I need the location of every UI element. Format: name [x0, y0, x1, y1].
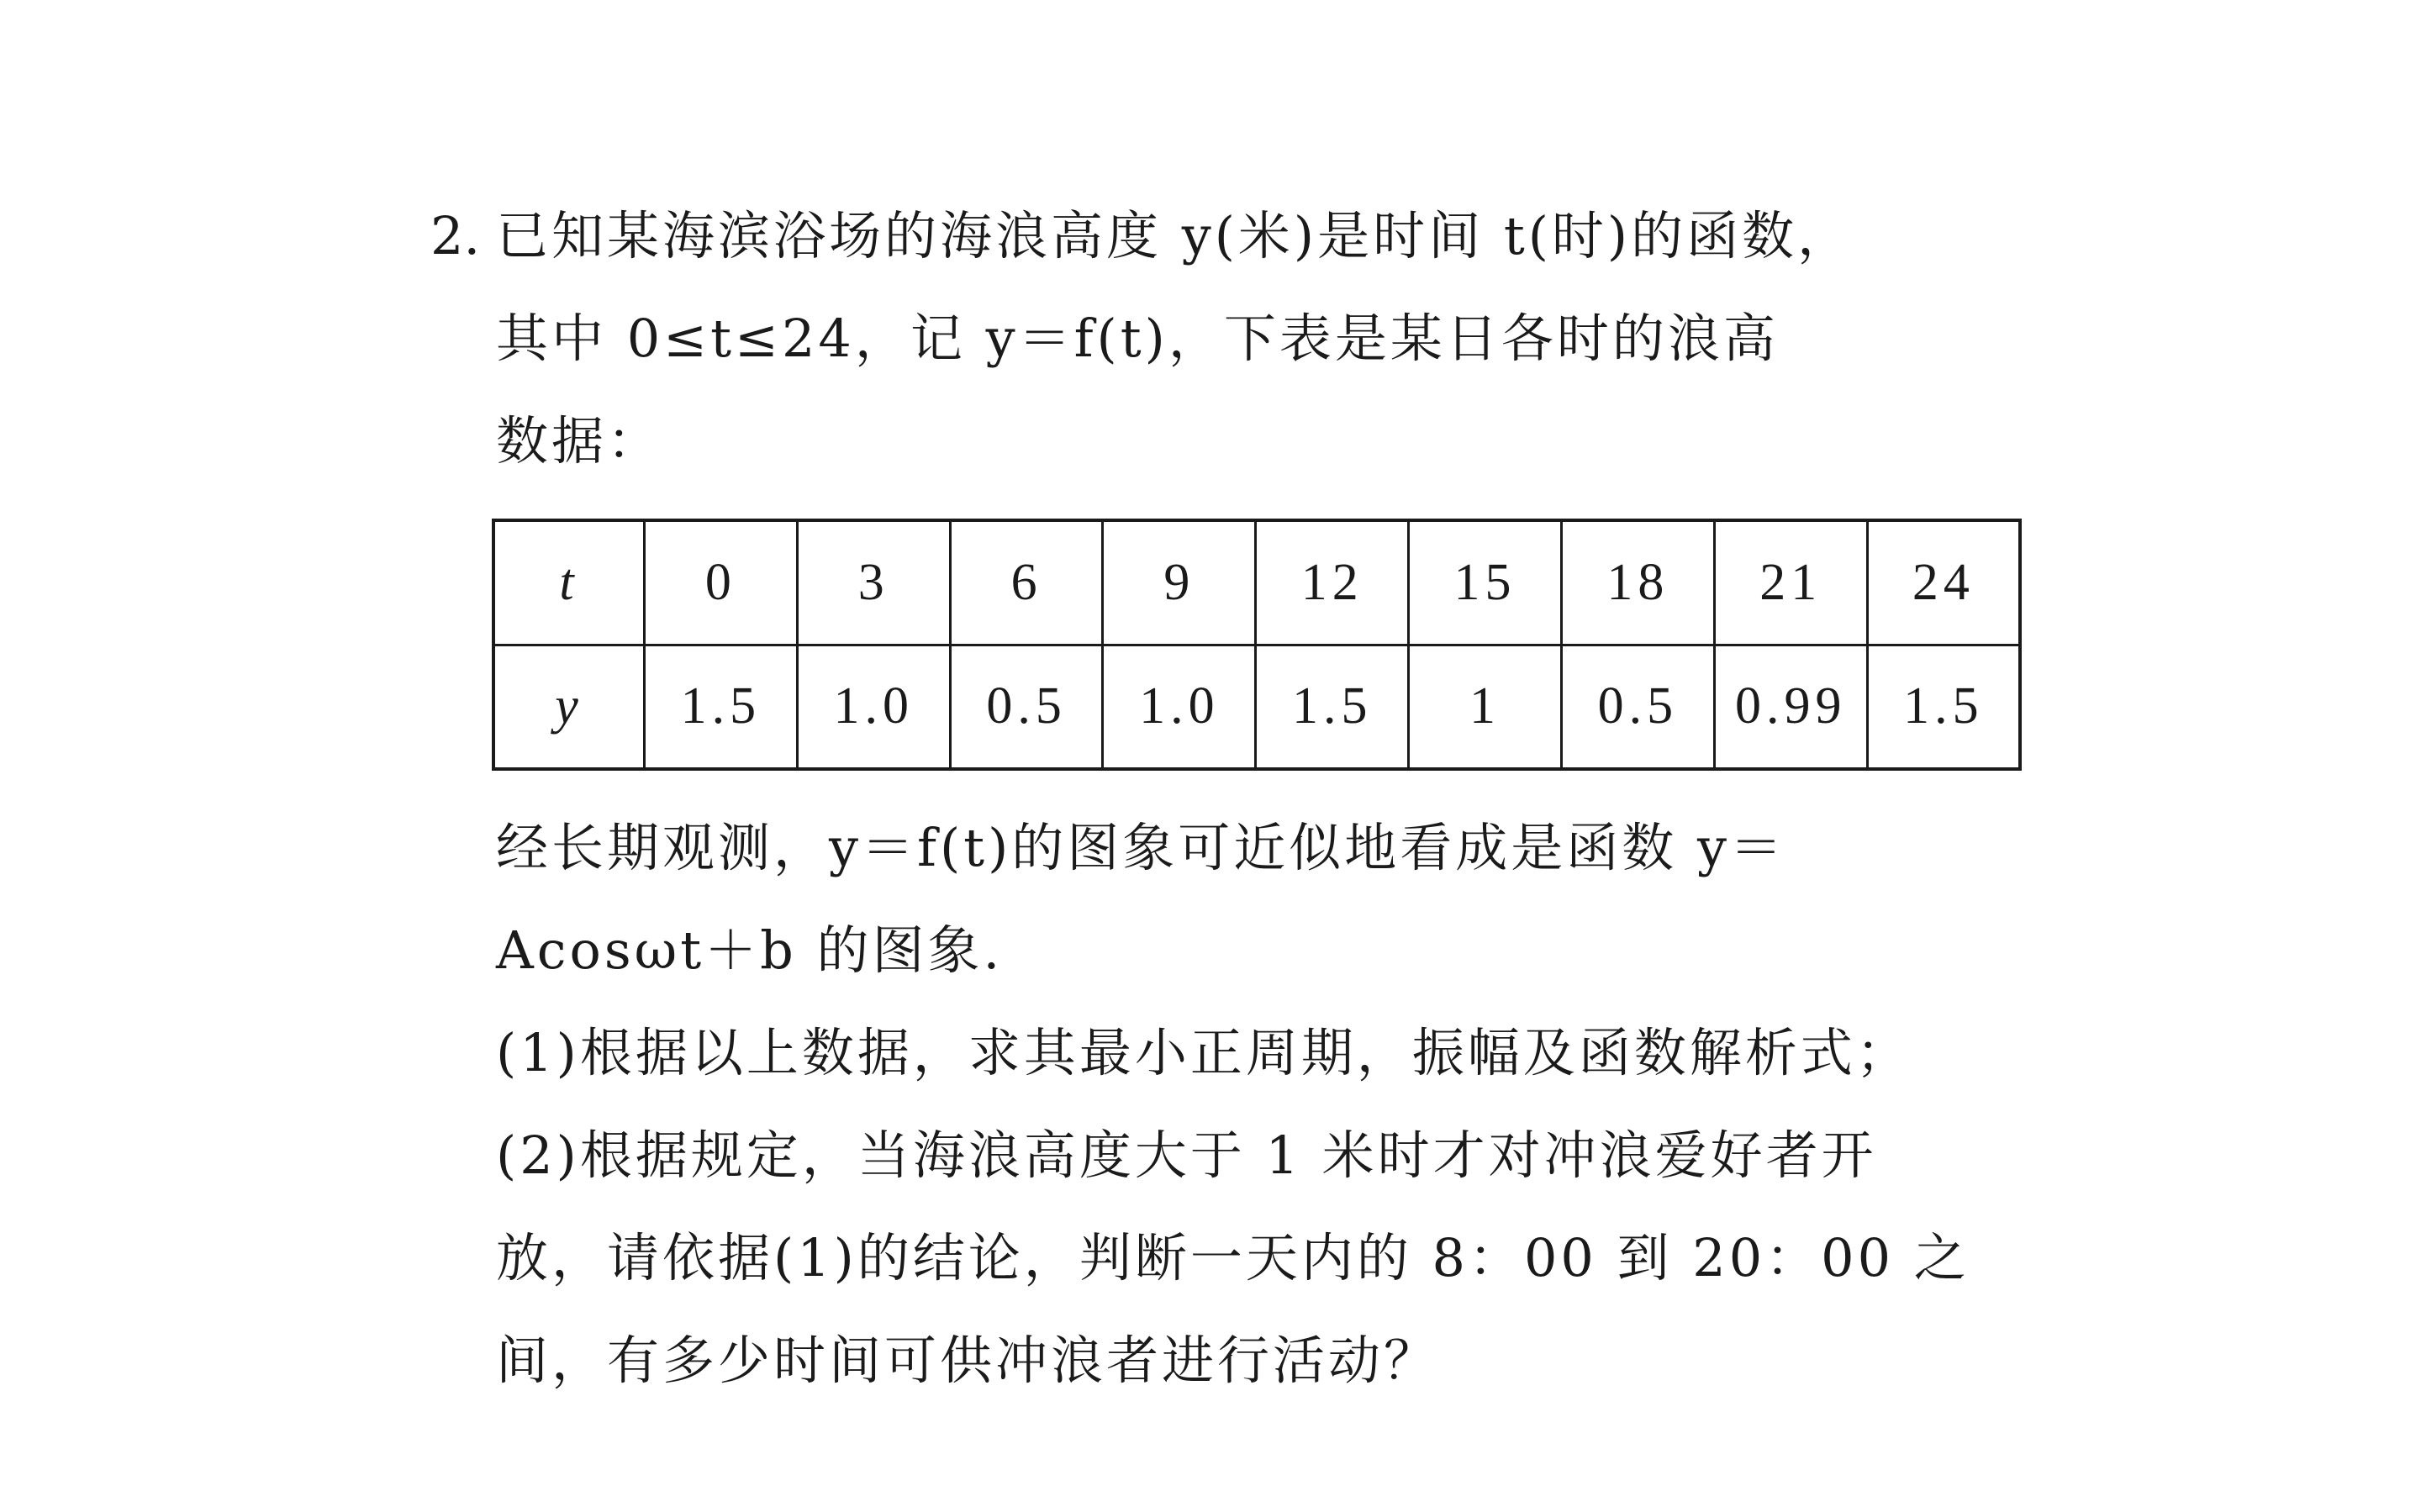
- table-cell-t: 9: [1103, 520, 1256, 645]
- table-cell-y: 1.5: [645, 645, 798, 769]
- observation-line-2: Acosωt＋b 的图象.: [496, 919, 1004, 981]
- table-cell-t: 21: [1714, 520, 1867, 645]
- problem-number: 2.: [430, 205, 481, 266]
- table-cell-t: 0: [645, 520, 798, 645]
- table-cell-y-label: y: [493, 645, 645, 769]
- intro-line-1: 已知某海滨浴场的海浪高度 y(米)是时间 t(时)的函数，: [496, 205, 1854, 266]
- table-cell-y: 1.5: [1867, 645, 2020, 769]
- question-2-line-2: 放，请依据(1)的结论，判断一天内的 8：00 到 20：00 之: [496, 1227, 1970, 1288]
- table-row-y: [493, 645, 2020, 769]
- question-2-line-3: 间，有多少时间可供冲浪者进行活动？: [496, 1330, 1440, 1391]
- table-cell-y: 1.5: [1256, 645, 1409, 769]
- question-1-line-1: (1)根据以上数据，求其最小正周期，振幅及函数解析式；: [496, 1022, 1912, 1083]
- table-cell-t: 24: [1867, 520, 2020, 645]
- intro-line-2: 其中 0≤t≤24，记 y＝f(t)，下表是某日各时的浪高: [496, 308, 1779, 369]
- table-cell-t: 12: [1256, 520, 1409, 645]
- table-row-t: [493, 520, 2020, 645]
- table-cell-t-label: t: [493, 520, 645, 645]
- table-cell-y: 1.0: [797, 645, 950, 769]
- table-cell-t: 18: [1561, 520, 1714, 645]
- question-2-line-1: (2)根据规定，当海浪高度大于 1 米时才对冲浪爱好者开: [496, 1125, 1877, 1186]
- observation-line-1: 经长期观测，y＝f(t)的图象可近似地看成是函数 y＝: [496, 817, 1786, 878]
- table-cell-y: 0.99: [1714, 645, 1867, 769]
- wave-height-table: [492, 519, 2022, 771]
- table-cell-t: 6: [950, 520, 1103, 645]
- table-cell-t: 15: [1409, 520, 1562, 645]
- intro-line-3: 数据：: [496, 410, 663, 472]
- table-cell-y: 0.5: [1561, 645, 1714, 769]
- table-cell-y: 1.0: [1103, 645, 1256, 769]
- table-cell-y: 1: [1409, 645, 1562, 769]
- table-cell-t: 3: [797, 520, 950, 645]
- table-cell-y: 0.5: [950, 645, 1103, 769]
